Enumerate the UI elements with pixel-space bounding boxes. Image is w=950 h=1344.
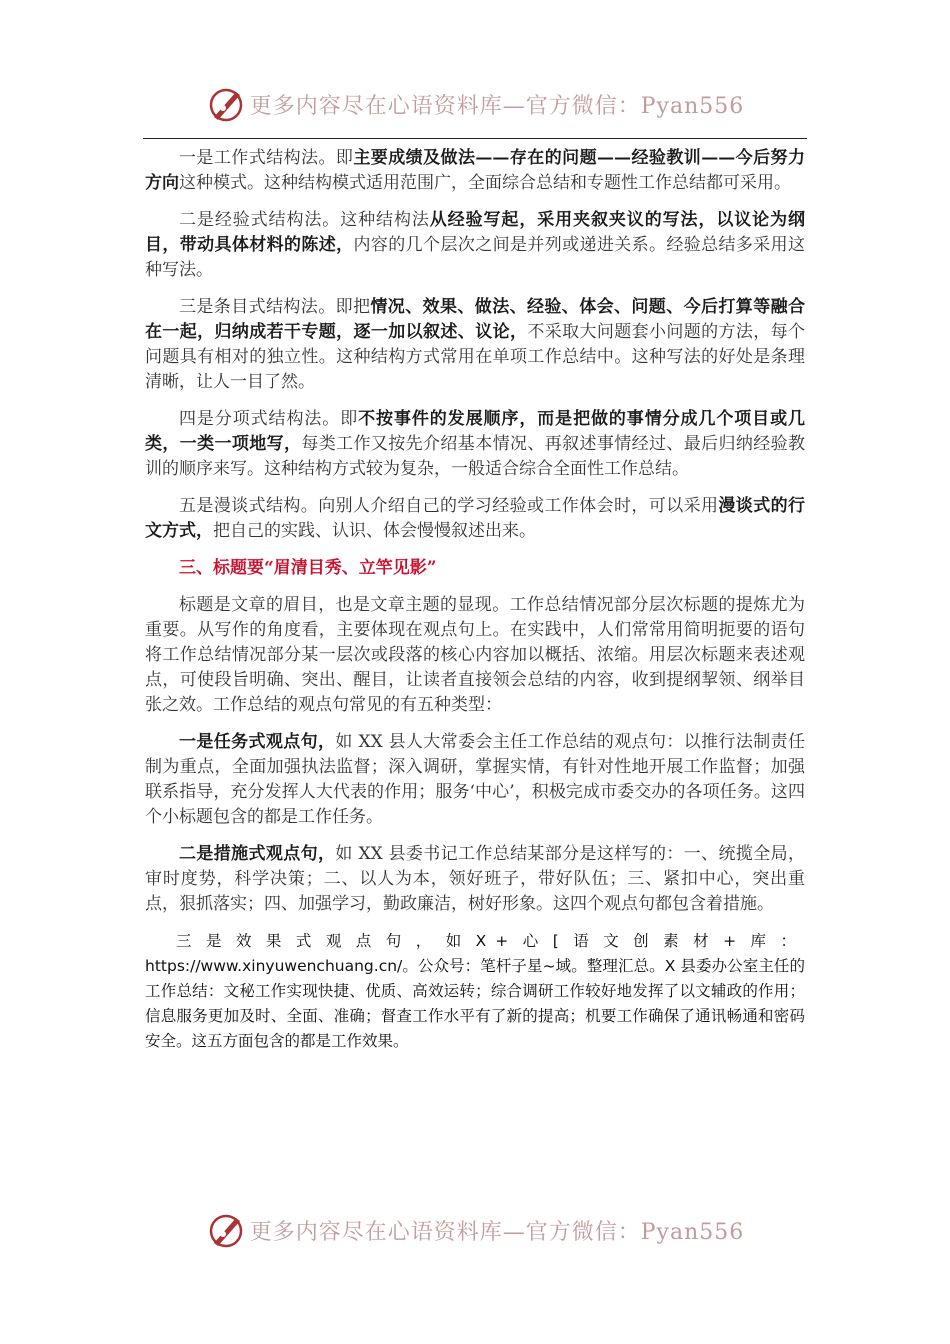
bold-phrase: 漫谈式的行文方式， [145, 496, 806, 541]
banner-text: 更多内容尽在心语资料库—官方微信：Pyan556 [249, 1219, 745, 1245]
closing-spaced-text: 三是效果式观点句，如X+心[语文创素材+库： [176, 932, 805, 950]
text-run: 内容的几个层次之间是并列或递进关系。经验总结多采用这种写法。 [145, 235, 806, 280]
closing-paragraph [145, 929, 805, 1054]
text-run: 这种模式。这种结构模式适用范围广，全面综合总结和专题性工作总结都可采用。 [179, 173, 791, 193]
text-run: 把自己的实践、认识、体会慢慢叙述出来。 [213, 521, 536, 541]
banner-text: 更多内容尽在心语资料库—官方微信：Pyan556 [249, 93, 745, 119]
paragraph [145, 842, 805, 917]
text-run: 五是漫谈式结构。向别人介绍自己的学习经验或工作体会时，可以采用 [179, 496, 719, 516]
paragraph [145, 208, 805, 283]
text-run: 一是工作式结构法。即 [179, 148, 354, 168]
bold-phrase: 从经验写起，采用夹叙夹议的写法，以议论为纲目，带动具体材料的陈述， [145, 210, 806, 255]
text-run: 二是经验式结构法。这种结构法 [179, 210, 430, 230]
paragraph [145, 730, 805, 830]
bold-phrase: 主要成绩及做法——存在的问题——经验教训——今后努力方向 [145, 148, 805, 193]
closing-rest-text: https://www.xinyuwenchuang.cn/。公众号：笔杆子星~域。整理汇总。X 县委办公室主任的工作总结：文秘工作实现快捷、优质、高效运转；综合调研工作较好地发挥了以文辅政的作用；信息服务更加及时、全面、准确；督查工作水平有了新的提高；机要工作确保了通讯畅通和密码安全。这五方面包含的都是工作效果。 [145, 957, 805, 1050]
text-run: 四是分项式结构法。即 [179, 409, 359, 429]
paragraph [145, 146, 805, 196]
structure-paragraphs [145, 146, 805, 544]
bold-phrase: 情况、效果、做法、经验、体会、问题、今后打算等融合在一起，归纳成若干专题，逐一加以叙述、议论， [145, 297, 806, 342]
paragraph [145, 295, 805, 395]
text-run: 标题是文章的眉目，也是文章主题的显现。工作总结情况部分层次标题的提炼尤为重要。从写作的角度看，主要体现在观点句上。在实践中，人们常常用简明扼要的语句将工作总结情况部分某一层次或段落的核心内容加以概括、浓缩。用层次标题来表述观点，可使段旨明确、突出、醒目，让读者直接领会总结的内容，收到提纲挈领、纲举目张之效。工作总结的观点句常见的有五种类型： [145, 595, 805, 715]
bold-phrase: 二是措施式观点句， [179, 844, 336, 864]
header-rule [143, 138, 807, 139]
text-run: 三是条目式结构法。即把 [179, 297, 371, 317]
paragraph [145, 494, 805, 544]
pen-circle-logo-icon [206, 1210, 246, 1250]
section-paragraphs [145, 593, 805, 917]
text-run: 如 XX 县委书记工作总结某部分是这样写的：一、统揽全局，审时度势，科学决策；二、以人为本，领好班子，带好队伍；三、紧扣中心，突出重点，狠抓落实；四、加强学习，勤政廉洁，树好形象。这四个观点句都包含着措施。 [145, 844, 806, 914]
paragraph [145, 593, 805, 718]
section-heading: 三、标题要“眉清目秀、立竿见影” [179, 558, 437, 578]
text-run: 如 XX 县人大常委会主任工作总结的观点句：以推行法制责任制为重点，全面加强执法监督；深入调研，掌握实情，有针对性地开展工作监督；加强联系指导，充分发挥人大代表的作用；服务‘中心’，积极完成市委交办的各项任务。这四个小标题包含的都是工作任务。 [145, 732, 806, 827]
document-body [145, 146, 805, 1066]
bold-phrase: 不按事件的发展顺序，而是把做的事情分成几个项目或几类，一类一项地写， [145, 409, 806, 454]
header-banner [0, 82, 950, 126]
paragraph [145, 407, 805, 482]
footer-banner [0, 1208, 950, 1252]
text-run: 不采取大问题套小问题的方法，每个问题具有相对的独立性。这种结构方式常用在单项工作总结中。这种写法的好处是条理清晰，让人一目了然。 [145, 322, 806, 392]
bold-phrase: 一是任务式观点句， [179, 732, 336, 752]
text-run: 每类工作又按先介绍基本情况、再叙述事情经过、最后归纳经验教训的顺序来写。这种结构方式较为复杂，一般适合综合全面性工作总结。 [145, 434, 805, 479]
pen-circle-logo-icon [206, 84, 246, 124]
